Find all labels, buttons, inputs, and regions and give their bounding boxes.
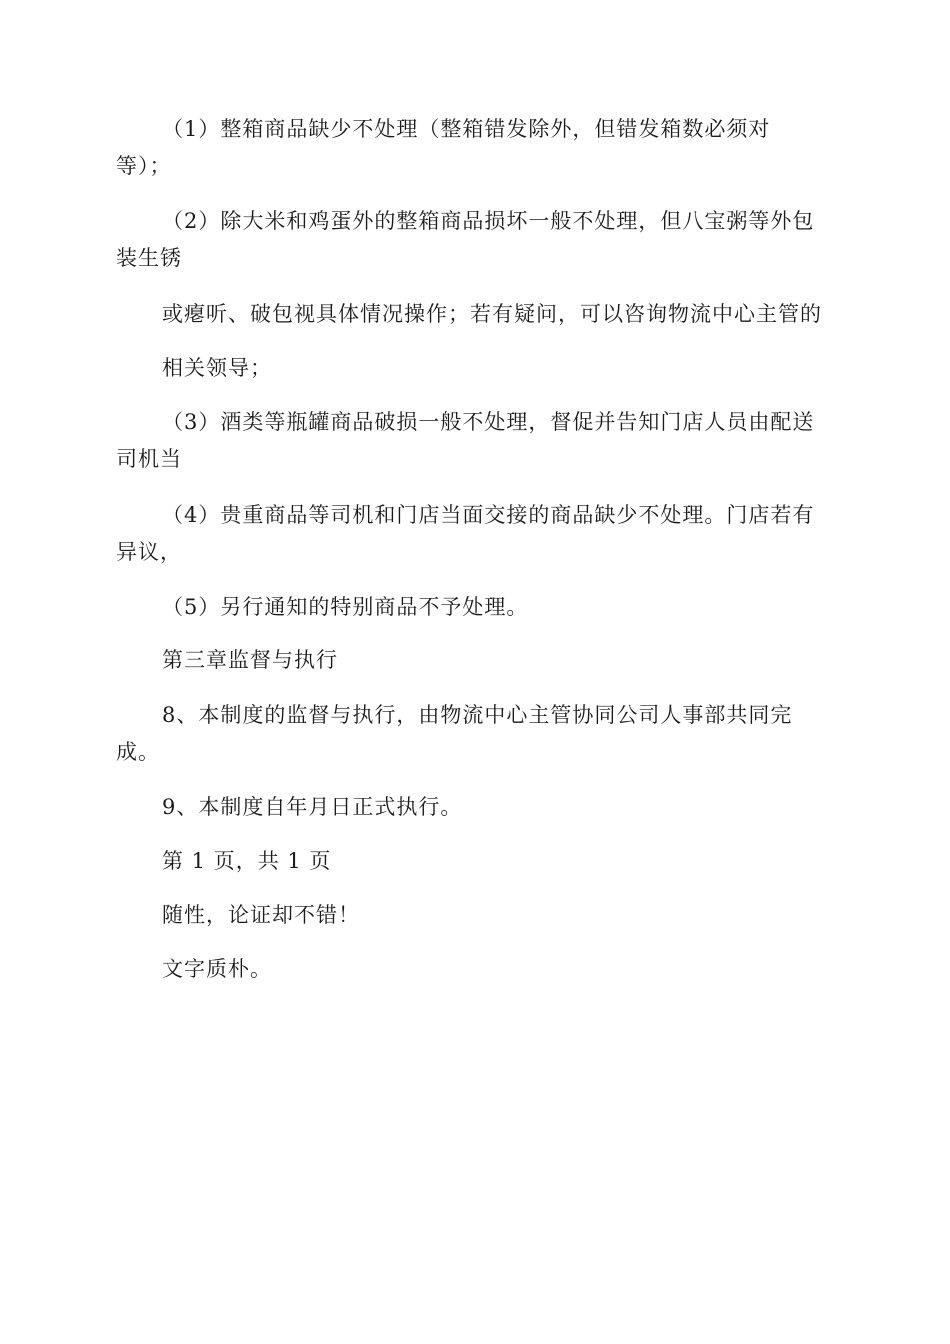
paragraph-line-continued: 司机当: [116, 447, 182, 471]
paragraph-item-5: [116, 404, 836, 478]
page-number-text: 第 1 页，共 1 页: [162, 849, 332, 873]
paragraph-line-continued: 装生锈: [116, 246, 182, 270]
paragraph-item-1: [116, 111, 836, 185]
paragraph-line: 8、本制度的监督与执行，由物流中心主管协同公司人事部共同完: [162, 703, 793, 727]
paragraph-line-continued: 异议，: [116, 540, 182, 564]
paragraph-item-8: [116, 697, 836, 771]
comment-text-2: 文字质朴。: [162, 957, 272, 981]
paragraph-item-4: 相关领导；: [162, 356, 272, 380]
paragraph-line: （2）除大米和鸡蛋外的整箱商品损坏一般不处理，但八宝粥等外包: [162, 209, 815, 233]
paragraph-line-continued: 成。: [116, 740, 160, 764]
comment-text-1: 随性，论证却不错！: [162, 903, 360, 927]
paragraph-item-2: [116, 203, 836, 277]
paragraph-item-6: [116, 497, 836, 571]
paragraph-line: （1）整箱商品缺少不处理（整箱错发除外，但错发箱数必须对: [162, 117, 771, 141]
paragraph-line: （4）贵重商品等司机和门店当面交接的商品缺少不处理。门店若有: [162, 503, 815, 527]
paragraph-line: （3）酒类等瓶罐商品破损一般不处理，督促并告知门店人员由配送: [162, 410, 815, 434]
paragraph-item-9: 9、本制度自年月日正式执行。: [162, 795, 463, 819]
chapter-heading: 第三章监督与执行: [162, 648, 338, 672]
paragraph-item-3: 或瘪听、破包视具体情况操作；若有疑问，可以咨询物流中心主管的: [162, 302, 822, 326]
paragraph-item-7: （5）另行通知的特别商品不予处理。: [162, 595, 529, 619]
paragraph-line-continued: 等）；: [116, 154, 172, 178]
